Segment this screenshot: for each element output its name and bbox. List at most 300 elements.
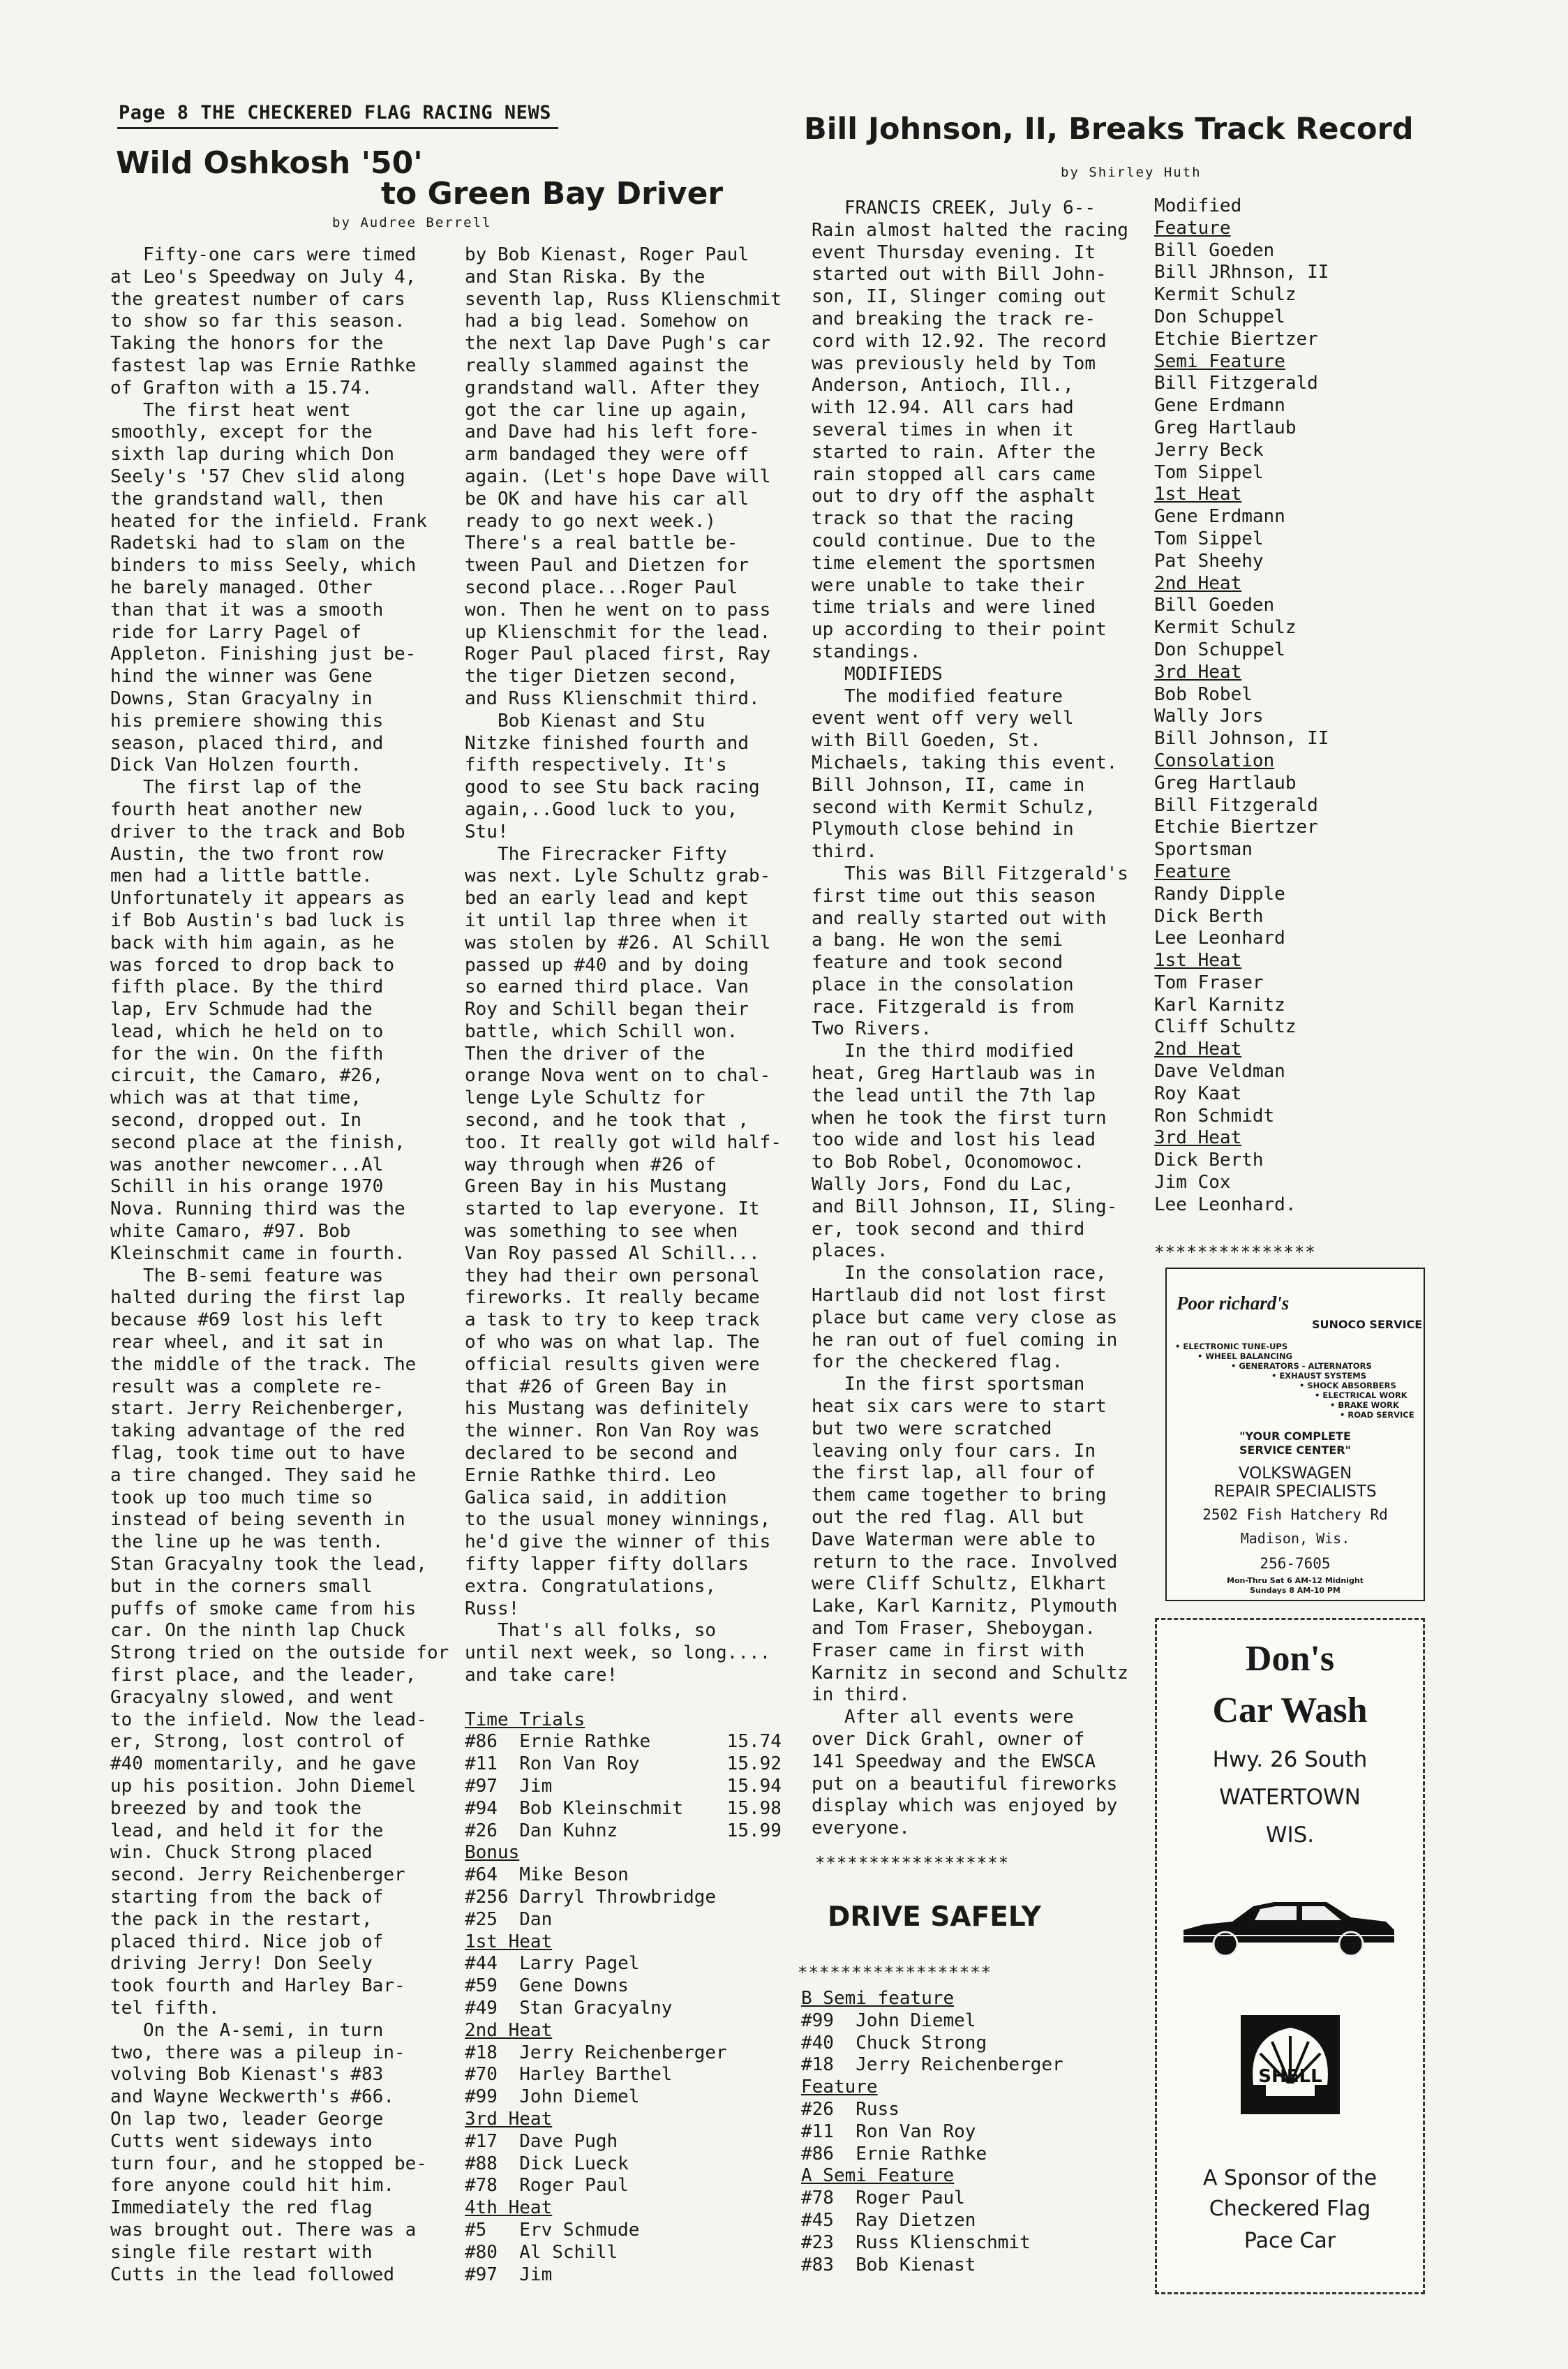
ad-service-item: • WHEEL BALANCING <box>1197 1351 1293 1361</box>
result-line: Dick Berth <box>1154 1150 1264 1171</box>
story-line: volving Bob Kienast's #83 <box>110 2064 384 2086</box>
ad-service-item: • GENERATORS - ALTERNATORS <box>1231 1361 1372 1371</box>
result-line: Ron Schmidt <box>1154 1105 1275 1127</box>
story-line: placed third. Nice job of <box>110 1931 384 1952</box>
story-line: out to dry off the asphalt <box>812 486 1096 507</box>
ad-service-item: • ROAD SERVICE <box>1340 1410 1414 1420</box>
ad-service-item: • EXHAUST SYSTEMS <box>1271 1371 1367 1381</box>
story-line: again,..Good luck to you, <box>465 799 738 820</box>
star-divider-3: *************** <box>1154 1242 1316 1262</box>
ad-dons-title: Don's <box>1245 1639 1335 1679</box>
story-line: Hartlaub did not lost first <box>812 1285 1107 1307</box>
story-line: time element the sportsmen <box>812 552 1096 574</box>
story-line: had a big lead. Somehow on <box>465 311 749 332</box>
story-line: in third. <box>812 1684 910 1706</box>
result-line: #11 Ron Van Roy 15.92 <box>465 1753 782 1775</box>
story-line: several times in when it <box>812 419 1074 440</box>
story-line: On lap two, leader George <box>110 2108 384 2130</box>
story-line: and Wayne Weckwerth's #66. <box>110 2086 394 2108</box>
result-line: 1st Heat <box>465 1931 553 1952</box>
story-line: passed up #40 and by doing <box>465 954 749 976</box>
story-line: if Bob Austin's bad luck is <box>110 909 405 931</box>
story-line: Then the driver of the <box>465 1043 705 1064</box>
result-line: #59 Gene Downs <box>465 1975 629 1997</box>
results-column-modified <box>1154 195 1329 1217</box>
result-line: #26 Dan Kuhnz 15.99 <box>465 1820 782 1841</box>
result-line: Dick Berth <box>1154 905 1264 927</box>
result-line: Etchie Biertzer <box>1154 328 1318 350</box>
ad-service-item: • BRAKE WORK <box>1330 1400 1399 1410</box>
result-line: B Semi feature <box>801 1988 955 2009</box>
story-line: driving Jerry! Don Seely <box>110 1953 373 1975</box>
result-line: Feature <box>801 2077 878 2098</box>
story-line: Ernie Rathke third. Leo <box>465 1464 717 1486</box>
ad-sunoco-service: SUNOCO SERVICE <box>1312 1318 1423 1331</box>
result-line: 1st Heat <box>1154 950 1242 972</box>
story-line: was something to see when <box>465 1221 738 1242</box>
story-line: In the consolation race, <box>812 1263 1107 1284</box>
story-line: heat, Greg Hartlaub was in <box>812 1063 1096 1085</box>
story-line: the tiger Dietzen second, <box>465 666 738 688</box>
ad-slogan: "YOUR COMPLETE <box>1239 1429 1351 1443</box>
story-line: extra. Congratulations, <box>465 1575 717 1597</box>
story-line: ready to go next week.) <box>465 510 717 532</box>
story-line: Russ! <box>465 1598 520 1619</box>
story-line: Immediately the red flag <box>110 2197 373 2219</box>
story-line: After all events were <box>812 1707 1074 1728</box>
story-line: son, II, Slinger coming out <box>812 286 1107 308</box>
ad-poor-richards-name: Poor richard's <box>1177 1293 1290 1314</box>
story-line: and breaking the track re- <box>812 308 1096 329</box>
story-line: way through when #26 of <box>465 1154 717 1175</box>
ad-repair-specialists: REPAIR SPECIALISTS <box>1214 1483 1377 1501</box>
result-line: #5 Erv Schmude <box>465 2219 640 2241</box>
story-line: circuit, the Camaro, #26, <box>110 1065 384 1087</box>
result-line: #64 Mike Beson <box>465 1864 629 1886</box>
story-line: taking advantage of the red <box>110 1420 405 1442</box>
ad-dons-sponsor: A Sponsor of the <box>1202 2166 1377 2190</box>
story-line: the lead until the 7th lap <box>812 1085 1096 1106</box>
result-line: Feature <box>1154 217 1231 239</box>
story-line: the middle of the track. The <box>110 1353 417 1375</box>
story-line: Galica said, in addition <box>465 1487 727 1508</box>
ad-city: Madison, Wis. <box>1240 1530 1350 1547</box>
story-line: Rain almost halted the racing <box>812 219 1128 241</box>
story-line: tel fifth. <box>110 1997 220 2019</box>
story-line: er, Strong, lost control of <box>110 1731 405 1753</box>
result-line: #17 Dave Pugh <box>465 2130 618 2152</box>
story-line: were unable to take their <box>812 574 1085 596</box>
star-divider-2: ****************** <box>798 1963 992 1982</box>
result-line: 2nd Heat <box>465 2019 553 2041</box>
story-line: seventh lap, Russ Klienschmit <box>465 288 782 310</box>
result-line: #45 Ray Dietzen <box>801 2209 976 2231</box>
story-line: official results given were <box>465 1353 760 1375</box>
story-line: started out with Bill John- <box>812 264 1107 285</box>
story-line: Strong tried on the outside for <box>110 1642 449 1664</box>
story-line: and Russ Klienschmit third. <box>465 688 760 709</box>
story-line: out the red flag. All but <box>812 1507 1085 1529</box>
story-line: good to see Stu back racing <box>465 777 760 799</box>
result-line: Time Trials <box>465 1709 585 1730</box>
headline-wild-oshkosh: Wild Oshkosh '50' <box>116 145 423 181</box>
result-line: Don Schuppel <box>1154 639 1285 660</box>
result-line: Jim Cox <box>1154 1172 1231 1194</box>
result-line: Modified <box>1154 195 1242 216</box>
result-line: Randy Dipple <box>1154 883 1285 905</box>
story-line: the first lap, all four of <box>812 1462 1096 1484</box>
result-line: #99 John Diemel <box>801 2010 976 2031</box>
story-line: took up too much time so <box>110 1487 373 1508</box>
story-line: There's a real battle be- <box>465 533 738 554</box>
masthead-rule <box>117 127 558 129</box>
story-line: with Bill Goeden, St. <box>812 730 1041 752</box>
story-line: flag, took time out to have <box>110 1443 405 1464</box>
story-line: display which was enjoyed by <box>812 1795 1118 1817</box>
result-line: Wally Jors <box>1154 706 1264 727</box>
story-line: men had a little battle. <box>110 866 373 887</box>
story-line: won. Then he went on to pass <box>465 599 771 621</box>
story-line: at Leo's Speedway on July 4, <box>110 266 417 288</box>
story-line: and Tom Fraser, Sheboygan. <box>812 1618 1096 1639</box>
story-line: Seely's '57 Chev slid along <box>110 466 405 487</box>
story-line: them came together to bring <box>812 1485 1107 1506</box>
headline-bill-johnson: Bill Johnson, II, Breaks Track Record <box>804 112 1414 147</box>
story-line: the line up he was tenth. <box>110 1531 384 1553</box>
story-line: place but came very close as <box>812 1307 1118 1328</box>
story-line: back with him again, as he <box>110 932 394 953</box>
story-line: first place, and the leader, <box>110 1665 417 1686</box>
story-line: Austin, the two front row <box>110 843 384 865</box>
story-line: Green Bay in his Mustang <box>465 1176 727 1198</box>
story-line: started to rain. After the <box>812 441 1096 463</box>
story-line: so earned third place. Van <box>465 976 749 998</box>
result-line: 3rd Heat <box>465 2108 553 2130</box>
story-line: second place...Roger Paul <box>465 577 738 598</box>
story-line: arm bandaged they were off <box>465 444 749 466</box>
ad-hours: Sundays 8 AM-10 PM <box>1250 1586 1341 1595</box>
result-line: Consolation <box>1154 750 1275 771</box>
result-line: Bill Fitzgerald <box>1154 373 1318 394</box>
story-line: event went off very well <box>812 708 1074 729</box>
story-line: up his position. John Diemel <box>110 1775 417 1797</box>
result-line: Feature <box>1154 861 1231 882</box>
story-line: first time out this season <box>812 885 1096 907</box>
story-line: orange Nova went on to chal- <box>465 1065 771 1087</box>
story-line: heat six cars were to start <box>812 1396 1107 1418</box>
ad-dons-car-wash <box>1155 1618 1425 2294</box>
story-line: time trials and were lined <box>812 597 1096 618</box>
story-line: halted during the first lap <box>110 1287 405 1309</box>
result-line: #78 Roger Paul <box>465 2175 629 2197</box>
story-line: 141 Speedway and the EWSCA <box>812 1751 1096 1772</box>
story-line: a task to try to keep track <box>465 1309 760 1331</box>
star-divider: ****************** <box>815 1853 1010 1873</box>
story-line: up Klienschmit for the lead. <box>465 621 771 643</box>
story-line: fifth respectively. It's <box>465 755 727 776</box>
story-line: In the third modified <box>812 1041 1074 1062</box>
story-line: fastest lap was Ernie Rathke <box>110 355 417 376</box>
result-line: Dave Veldman <box>1154 1061 1285 1083</box>
byline-audree-berrell: by Audree Berrell <box>332 215 492 230</box>
story-line: put on a beautiful fireworks <box>812 1773 1118 1795</box>
story-line: feature and took second <box>812 952 1063 974</box>
story-line: Roger Paul placed first, Ray <box>465 644 771 665</box>
result-line: Bill Fitzgerald <box>1154 794 1318 816</box>
story-line: Taking the honors for the <box>110 333 384 355</box>
story-line: third. <box>812 841 877 863</box>
ad-phone: 256-7605 <box>1260 1555 1331 1572</box>
story-line: Van Roy passed Al Schill... <box>465 1242 760 1264</box>
story-line: lenge Lyle Schultz for <box>465 1087 705 1109</box>
story-line: Dave Waterman were able to <box>812 1529 1096 1550</box>
story-line: Radetski had to slam on the <box>110 533 405 554</box>
story-column-1 <box>110 244 449 2286</box>
story-line: up according to their point <box>812 619 1107 641</box>
drive-safely: DRIVE SAFELY <box>828 1901 1041 1933</box>
result-line: 1st Heat <box>1154 484 1242 505</box>
story-line: Anderson, Antioch, Ill., <box>812 375 1074 396</box>
story-line: puffs of smoke came from his <box>110 1598 417 1619</box>
story-line: Plymouth close behind in <box>812 819 1074 840</box>
story-line: the greatest number of cars <box>110 288 405 310</box>
story-line: too. It really got wild half- <box>465 1131 782 1153</box>
story-line: Appleton. Finishing just be- <box>110 644 417 665</box>
story-line: to show so far this season. <box>110 311 405 332</box>
ad-dons-title: Car Wash <box>1212 1691 1368 1730</box>
column-spacer <box>465 1687 782 1709</box>
result-line: Kermit Schulz <box>1154 617 1297 639</box>
ad-volkswagen: VOLKSWAGEN <box>1238 1464 1352 1483</box>
story-line: rear wheel, and it sat in <box>110 1332 384 1353</box>
story-line: grandstand wall. After they <box>465 377 760 399</box>
story-line: event Thursday evening. It <box>812 242 1096 263</box>
result-line: #86 Ernie Rathke 15.74 <box>465 1731 782 1753</box>
story-line: second, dropped out. In <box>110 1110 362 1131</box>
ad-address: 2502 Fish Hatchery Rd <box>1202 1506 1388 1523</box>
story-line: because #69 lost his left <box>110 1309 384 1331</box>
ad-dons-city: WATERTOWN <box>1219 1785 1361 1810</box>
ad-dons-highway: Hwy. 26 South <box>1212 1747 1368 1772</box>
story-line: fifty lapper fifty dollars <box>465 1554 749 1575</box>
story-line: than that it was a smooth <box>110 599 384 621</box>
story-line: it until lap three when it <box>465 909 749 931</box>
result-line: #18 Jerry Reichenberger <box>465 2042 727 2063</box>
result-line: 2nd Heat <box>1154 572 1242 594</box>
result-line: #25 Dan <box>465 1908 553 1930</box>
result-line: #40 Chuck Strong <box>801 2032 987 2054</box>
story-line: result was a complete re- <box>110 1376 384 1397</box>
story-line: Karnitz in second and Schultz <box>812 1662 1128 1684</box>
story-line: he barely managed. Other <box>110 577 373 598</box>
story-line: was forced to drop back to <box>110 954 394 976</box>
result-line: Bob Robel <box>1154 683 1253 705</box>
story-line: leaving only four cars. In <box>812 1440 1096 1462</box>
story-line: he'd give the winner of this <box>465 1531 771 1553</box>
story-line: they had their own personal <box>465 1265 760 1286</box>
shell-logo-text: SHELL <box>1258 2066 1322 2087</box>
story-line: smoothly, except for the <box>110 422 373 443</box>
result-line: Lee Leonhard <box>1154 928 1285 949</box>
result-line: Gene Erdmann <box>1154 395 1285 417</box>
result-line: Jerry Beck <box>1154 439 1264 461</box>
result-line: #256 Darryl Throwbridge <box>465 1886 717 1908</box>
story-line: the next lap Dave Pugh's car <box>465 333 771 355</box>
story-line: The first lap of the <box>110 777 362 799</box>
story-line: win. Chuck Strong placed <box>110 1842 373 1864</box>
result-line: #11 Ron Van Roy <box>801 2121 976 2142</box>
story-line: for the win. On the fifth <box>110 1043 384 1064</box>
story-line: the pack in the restart, <box>110 1908 373 1930</box>
story-line: ride for Larry Pagel of <box>110 621 362 643</box>
story-line: for the checkered flag. <box>812 1351 1063 1373</box>
result-line: #18 Jerry Reichenberger <box>801 2054 1063 2076</box>
story-line: two, there was a pileup in- <box>110 2042 405 2063</box>
ad-service-item: • SHOCK ABSORBERS <box>1299 1381 1396 1390</box>
story-line: place in the consolation <box>812 974 1074 995</box>
story-line: was another newcomer...Al <box>110 1154 384 1175</box>
story-line: and take care! <box>465 1665 618 1686</box>
headline-green-bay-driver: to Green Bay Driver <box>381 176 724 211</box>
story-line: season, placed third, and <box>110 732 384 754</box>
story-line: of who was on what lap. The <box>465 1332 760 1353</box>
story-line: driver to the track and Bob <box>110 821 405 842</box>
result-line: Gene Erdmann <box>1154 506 1285 528</box>
story-line: again. (Let's hope Dave will <box>465 466 771 487</box>
story-line: battle, which Schill won. <box>465 1020 738 1042</box>
story-line: declared to be second and <box>465 1443 738 1464</box>
story-line: to the usual money winnings, <box>465 1509 771 1531</box>
story-line: car. On the ninth lap Chuck <box>110 1620 405 1642</box>
story-line: hind the winner was Gene <box>110 666 373 688</box>
story-line: to the infield. Now the lead- <box>110 1709 427 1730</box>
story-line: when he took the first turn <box>812 1107 1107 1129</box>
story-line: binders to miss Seely, which <box>110 555 417 577</box>
result-line: #97 Jim <box>465 2264 553 2285</box>
result-line: Pat Sheehy <box>1154 550 1264 572</box>
result-line: #78 Roger Paul <box>801 2188 965 2209</box>
story-line: race. Fitzgerald is from <box>812 996 1074 1018</box>
story-line: was previously held by Tom <box>812 352 1096 374</box>
story-line: cord with 12.92. The record <box>812 330 1107 352</box>
result-line: Roy Kaat <box>1154 1083 1242 1104</box>
story-line: Bob Kienast and Stu <box>465 710 705 732</box>
story-line: which was at that time, <box>110 1087 362 1109</box>
result-line: #86 Ernie Rathke <box>801 2143 987 2164</box>
result-line: #49 Stan Gracyalny <box>465 1997 673 2019</box>
story-line: until next week, so long.... <box>465 1642 771 1664</box>
ad-slogan: SERVICE CENTER" <box>1239 1443 1351 1457</box>
result-line: 4th Heat <box>465 2197 553 2219</box>
ad-service-item: • ELECTRICAL WORK <box>1315 1390 1408 1400</box>
story-line: Michaels, taking this event. <box>812 752 1118 773</box>
result-line: Don Schuppel <box>1154 306 1285 327</box>
story-line: The first heat went <box>110 399 351 421</box>
story-line: Cutts went sideways into <box>110 2130 373 2152</box>
ad-hours: Mon-Thru Sat 6 AM-12 Midnight <box>1227 1576 1364 1585</box>
result-line: Sportsman <box>1154 839 1253 861</box>
ad-dons-sponsor: Checkered Flag <box>1209 2197 1371 2221</box>
result-line: 2nd Heat <box>1154 1039 1242 1060</box>
result-line: #44 Larry Pagel <box>465 1953 640 1975</box>
story-line: of Grafton with a 15.74. <box>110 377 373 399</box>
story-line: was stolen by #26. Al Schill <box>465 932 771 953</box>
result-line: Tom Sippel <box>1154 528 1264 549</box>
result-line: Etchie Biertzer <box>1154 817 1318 838</box>
result-line: Bill Goeden <box>1154 239 1275 261</box>
story-line: er, took second and third <box>812 1218 1085 1240</box>
story-line: start. Jerry Reichenberger, <box>110 1398 405 1420</box>
story-line: second. Jerry Reichenberger <box>110 1864 405 1886</box>
story-line: The B-semi feature was <box>110 1265 384 1286</box>
ad-service-item: • ELECTRONIC TUNE-UPS <box>1175 1342 1288 1351</box>
story-line: to Bob Robel, Oconomowoc. <box>812 1152 1085 1173</box>
story-column-3 <box>812 198 1128 1840</box>
story-line: breezed by and took the <box>110 1797 362 1819</box>
story-line: the winner. Ron Van Roy was <box>465 1420 760 1442</box>
story-line: starting from the back of <box>110 1886 384 1908</box>
story-line: started to lap everyone. It <box>465 1198 760 1220</box>
story-line: Fraser came in first with <box>812 1640 1085 1661</box>
results-column-semi <box>801 1988 1063 2276</box>
story-line: by Bob Kienast, Roger Paul <box>465 244 749 265</box>
car-illustration <box>1177 1887 1400 1963</box>
masthead: Page 8 THE CHECKERED FLAG RACING NEWS <box>119 102 551 124</box>
result-line: #97 Jim 15.94 <box>465 1775 782 1797</box>
story-line: and Stan Riska. By the <box>465 266 705 288</box>
story-line: fourth heat another new <box>110 799 362 820</box>
result-line: #23 Russ Klienschmit <box>801 2231 1031 2253</box>
story-column-2 <box>465 244 782 2286</box>
result-line: Kermit Schulz <box>1154 284 1297 306</box>
story-line: white Camaro, #97. Bob <box>110 1221 351 1242</box>
story-line: Nova. Running third was the <box>110 1198 405 1220</box>
story-line: and really started out with <box>812 907 1107 929</box>
story-line: Two Rivers. <box>812 1018 932 1040</box>
result-line: Bill Johnson, II <box>1154 728 1329 750</box>
result-line: #83 Bob Kienast <box>801 2254 976 2275</box>
result-line: Karl Karnitz <box>1154 994 1285 1016</box>
story-line: #40 momentarily, and he gave <box>110 1753 417 1775</box>
story-line: he ran out of fuel coming in <box>812 1329 1118 1351</box>
result-line: Greg Hartlaub <box>1154 772 1297 794</box>
story-line: really slammed against the <box>465 355 749 376</box>
ad-poor-richards <box>1165 1268 1425 1601</box>
story-line: that #26 of Green Bay in <box>465 1376 727 1397</box>
result-line: #88 Dick Lueck <box>465 2153 629 2174</box>
story-line: track so that the racing <box>812 508 1074 530</box>
result-line: 3rd Heat <box>1154 1127 1242 1149</box>
result-line: Semi Feature <box>1154 350 1285 372</box>
story-line: bed an early lead and kept <box>465 888 749 909</box>
result-line: Bill Goeden <box>1154 595 1275 616</box>
story-line: FRANCIS CREEK, July 6-- <box>812 198 1096 218</box>
story-line: Cutts in the lead followed <box>110 2264 394 2285</box>
story-line: got the car line up again, <box>465 399 749 421</box>
ad-dons-state: WIS. <box>1265 1822 1315 1848</box>
story-line: Stu! <box>465 821 509 842</box>
story-line: Lake, Karl Karnitz, Plymouth <box>812 1596 1118 1617</box>
result-line: Cliff Schultz <box>1154 1016 1297 1038</box>
ad-dons-sponsor: Pace Car <box>1244 2229 1336 2253</box>
story-line: but in the corners small <box>110 1575 373 1597</box>
story-line: a bang. He won the semi <box>812 930 1063 951</box>
story-line: That's all folks, so <box>465 1620 717 1642</box>
result-line: #80 Al Schill <box>465 2241 618 2263</box>
story-line: sixth lap during which Don <box>110 444 394 466</box>
story-line: Schill in his orange 1970 <box>110 1176 384 1198</box>
story-line: Dick Van Holzen fourth. <box>110 755 362 776</box>
